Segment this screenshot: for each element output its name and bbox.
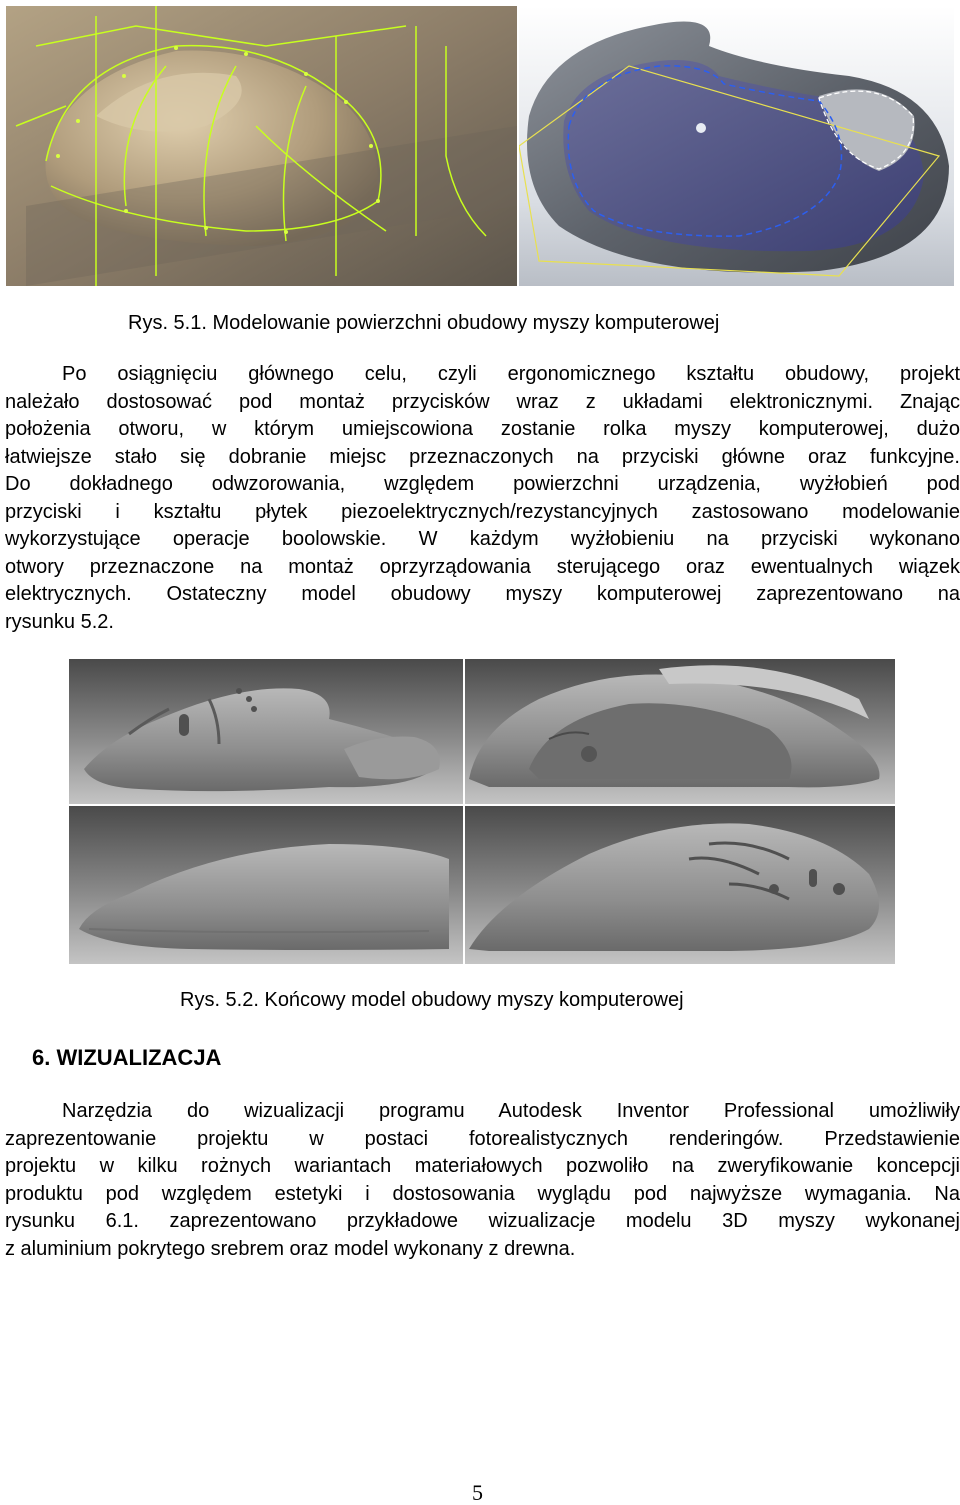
paragraph-line: Narzędzia do wizualizacji programu Autodesk Inventor Professional umożliwiły [62, 1100, 960, 1122]
figure-5-1-shell-image [519, 6, 954, 286]
body-paragraph-1 [5, 361, 960, 636]
paragraph-line: Do dokładnego odwzorowania, względem powierzchni urządzenia, wyżłobień pod [5, 473, 960, 495]
paragraph-line: przyciski i kształtu płytek piezoelektrycznych/rezystancyjnych zastosowano modelowanie [5, 500, 960, 523]
paragraph-line: wykorzystujące operacje boolowskie. W każdym wyżłobieniu na przyciski wykonano [5, 528, 960, 550]
paragraph-line: elektrycznych. Ostateczny model obudowy myszy komputerowej zaprezentowano na [5, 583, 960, 605]
figure-5-1-caption: Rys. 5.1. Modelowanie powierzchni obudowy myszy komputerowej [128, 312, 720, 334]
paragraph-line: rysunku 5.2. [5, 610, 114, 633]
page-number: 5 [472, 1480, 483, 1505]
paragraph-line: projektu w kilku rożnych wariantach materiałowych pozwoliło na zweryfikowanie koncepcji [5, 1155, 960, 1177]
paragraph-line: Po osiągnięciu głównego celu, czyli ergonomicznego kształtu obudowy, projekt [62, 363, 960, 385]
paragraph-line: łatwiejsze stało się dobranie miejsc przeznaczonych na przyciski główne oraz funkcyjne. [5, 445, 960, 468]
paragraph-line: należało dostosować pod montaż przycisków wraz z układami elektronicznymi. Znając [5, 390, 960, 413]
paragraph-line: otwory przeznaczone na montaż oprzyrządowania sterującego oraz ewentualnych wiązek [5, 555, 960, 578]
figure-5-2-caption: Rys. 5.2. Końcowy model obudowy myszy komputerowej [180, 989, 684, 1011]
figure-5-1-wireframe-image [6, 6, 517, 286]
section-heading: 6. WIZUALIZACJA [32, 1045, 222, 1070]
paragraph-line: z aluminium pokrytego srebrem oraz model wykonany z drewna. [5, 1237, 576, 1260]
paragraph-line: rysunku 6.1. zaprezentowano przykładowe wizualizacje modelu 3D myszy wykonanej [5, 1210, 960, 1232]
paragraph-line: zaprezentowanie projektu w postaci fotorealistycznych renderingów. Przedstawienie [5, 1127, 960, 1150]
paragraph-line: położenia otworu, w którym umiejscowiona zostanie rolka myszy komputerowej, dużo [5, 418, 960, 440]
body-paragraph-2 [5, 1098, 960, 1263]
paragraph-line: produktu pod względem estetyki i dostosowania wyglądu pod najwyższe wymagania. Na [5, 1182, 960, 1205]
figure-5-2-render-image [69, 659, 895, 964]
